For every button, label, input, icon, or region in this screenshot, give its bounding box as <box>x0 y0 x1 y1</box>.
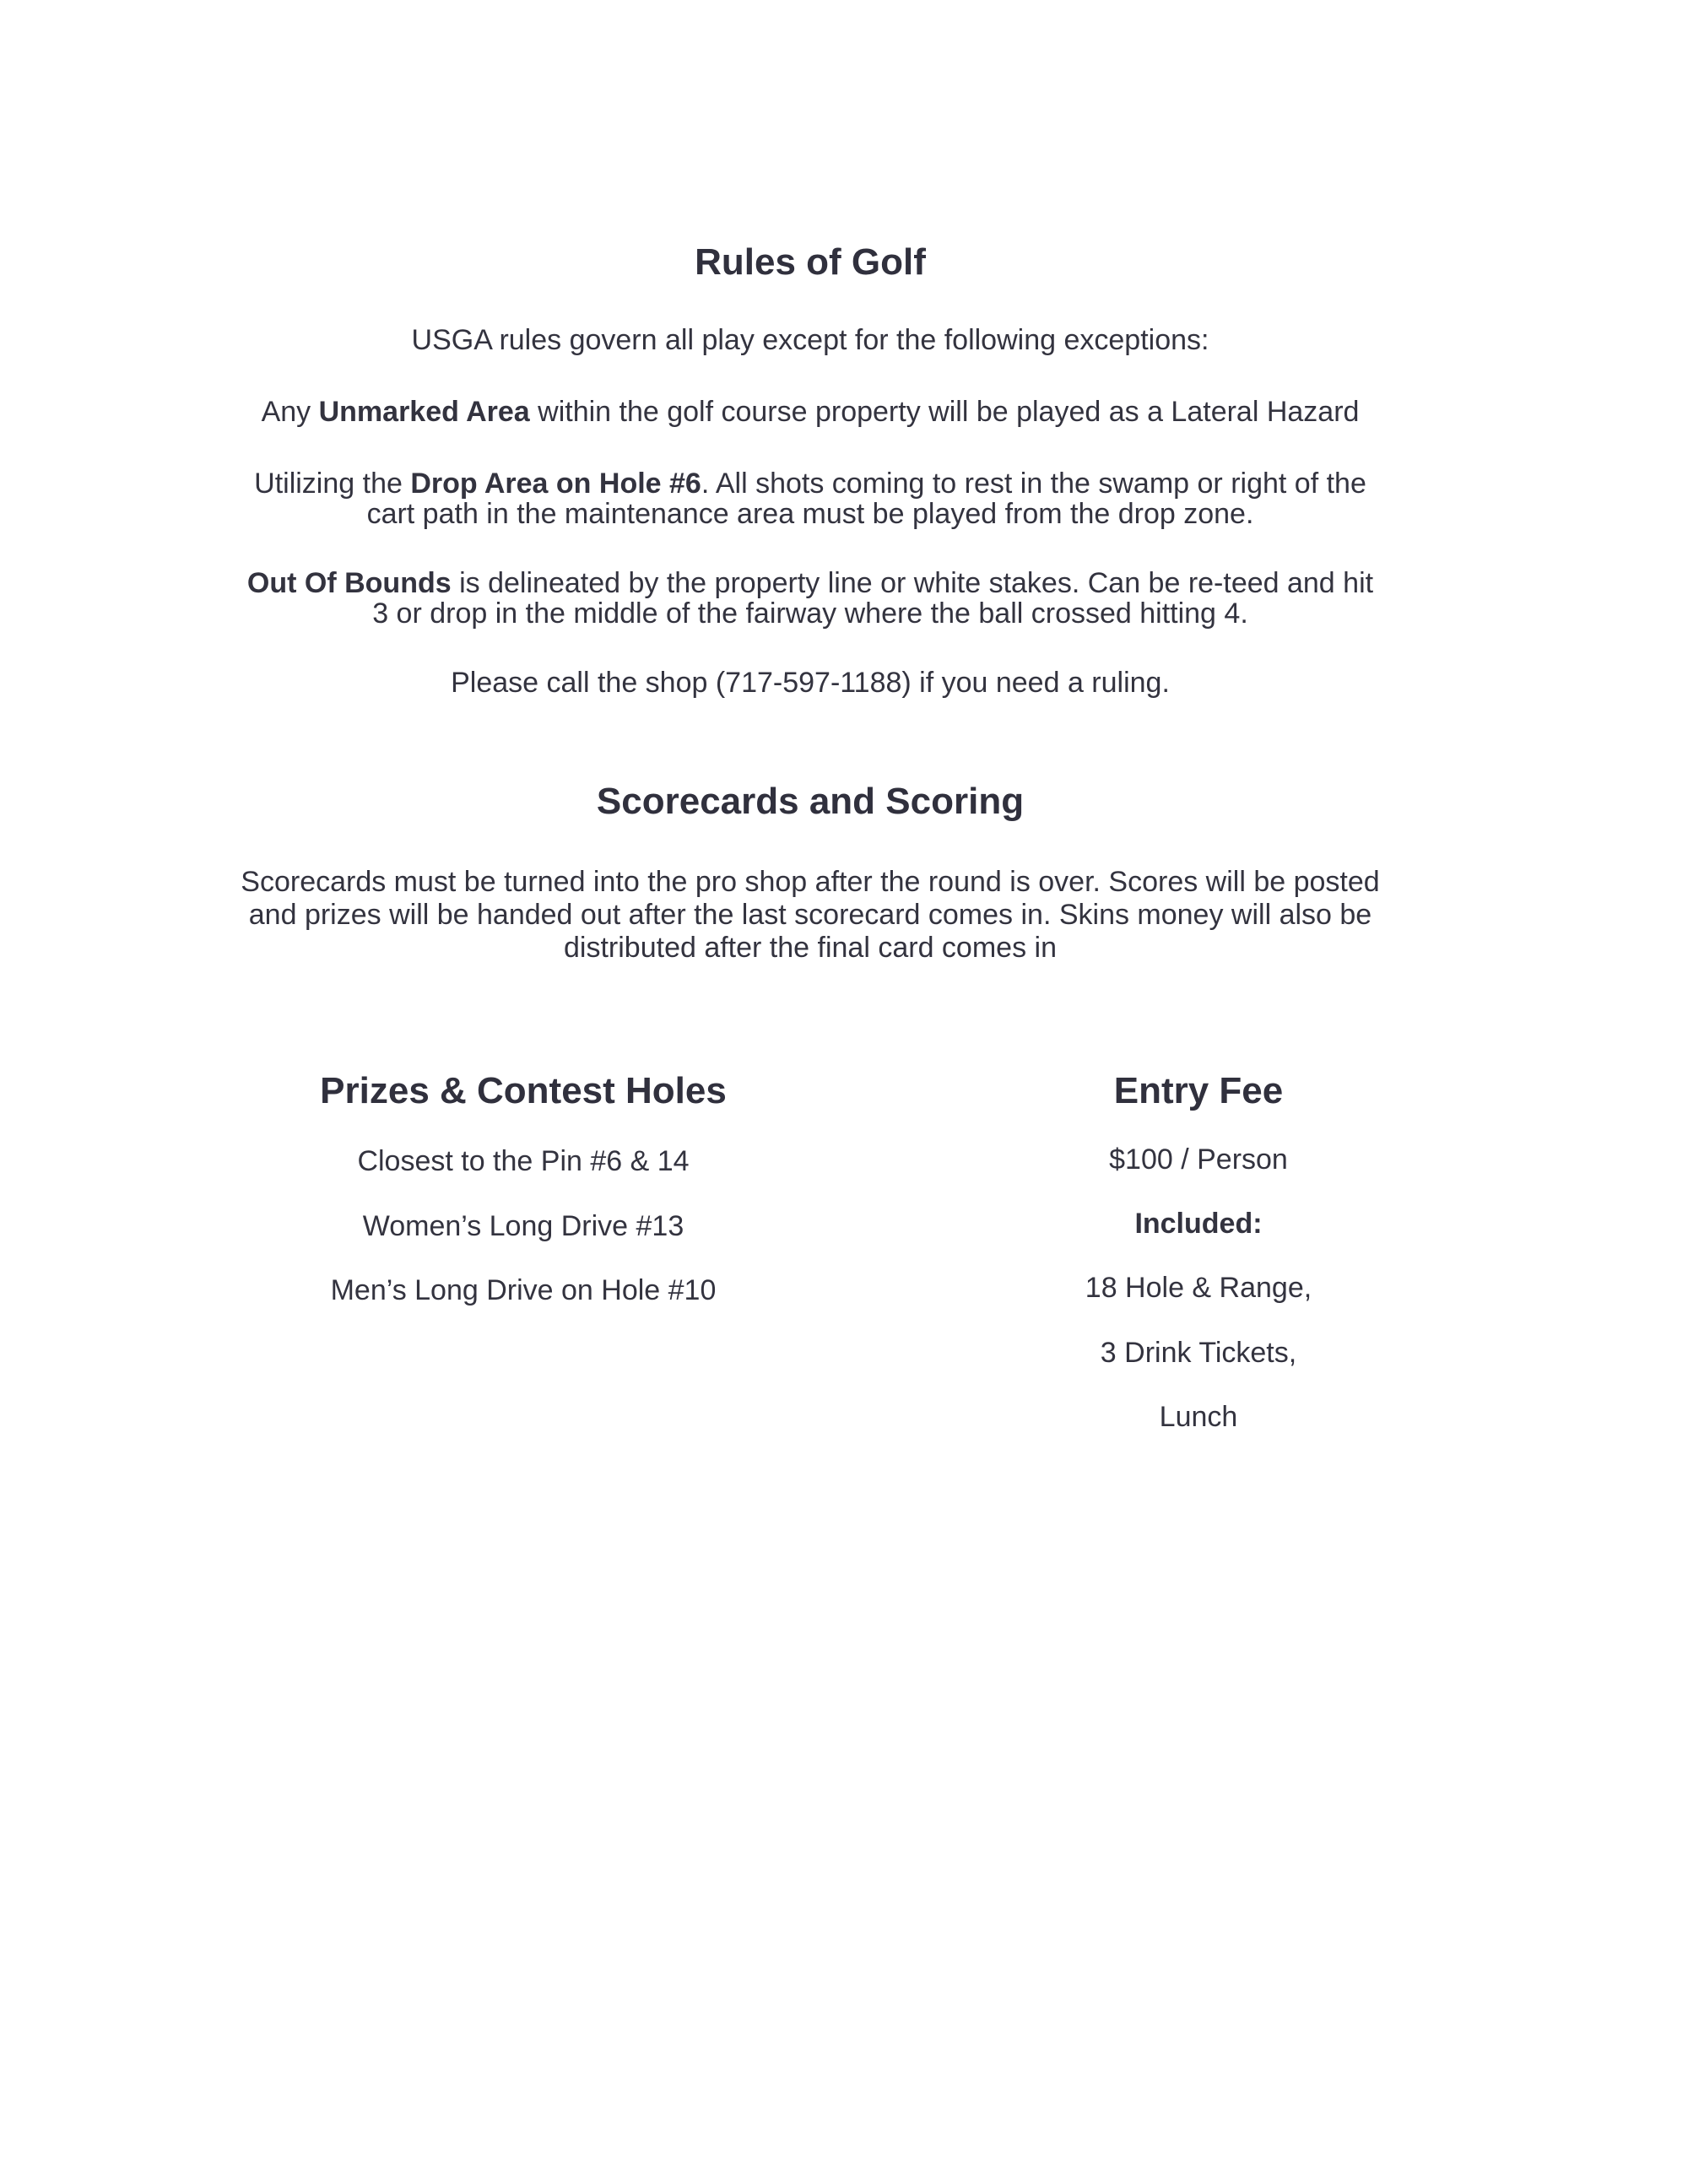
rules-call-shop: Please call the shop (717-597-1188) if you need a ruling. <box>451 667 1170 699</box>
rule-unmarked-post: within the golf course property will be played as a Lateral Hazard <box>529 396 1360 428</box>
entry-included-label: Included: <box>1134 1208 1263 1240</box>
rule-out-of-bounds <box>236 568 1384 629</box>
entry-included-item: Lunch <box>1159 1401 1238 1433</box>
rule-oob-bold: Out Of Bounds <box>246 567 452 599</box>
rule-unmarked-pre: Any <box>261 396 319 428</box>
rules-title: Rules of Golf <box>695 241 926 283</box>
rule-drop-bold: Drop Area on Hole #6 <box>410 468 701 500</box>
rule-drop-pre: Utilizing the <box>254 468 411 500</box>
entry-included-item: 18 Hole & Range, <box>1085 1272 1312 1304</box>
rule-oob-post: is delineated by the property line or white stakes. Can be re-teed and hit 3 or drop in the middle of the fairway where the ball crossed hitting 4. <box>372 567 1374 630</box>
rule-unmarked-bold: Unmarked Area <box>318 396 530 428</box>
rule-drop-area <box>236 468 1384 529</box>
rule-unmarked-area <box>236 397 1384 427</box>
rules-intro: USGA rules govern all play except for the following exceptions: <box>411 324 1209 356</box>
entry-included-item: 3 Drink Tickets, <box>1100 1337 1297 1369</box>
prize-item: Women’s Long Drive #13 <box>362 1210 684 1242</box>
prizes-title: Prizes & Contest Holes <box>320 1070 727 1111</box>
entry-price: $100 / Person <box>1109 1143 1288 1176</box>
prize-item: Men’s Long Drive on Hole #10 <box>330 1274 717 1306</box>
entry-title: Entry Fee <box>1113 1070 1284 1111</box>
prize-item: Closest to the Pin #6 & 14 <box>357 1145 690 1177</box>
scoring-title: Scorecards and Scoring <box>596 781 1025 822</box>
rule-drop-post: . All shots coming to rest in the swamp or right of the cart path in the maintenance area must be played from the drop zone. <box>366 468 1366 530</box>
scoring-text: Scorecards must be turned into the pro shop after the round is over. Scores will be posted and prizes will be handed out after the last scorecard comes in. Skins money will also be distributed after the final card comes in <box>241 866 1380 964</box>
